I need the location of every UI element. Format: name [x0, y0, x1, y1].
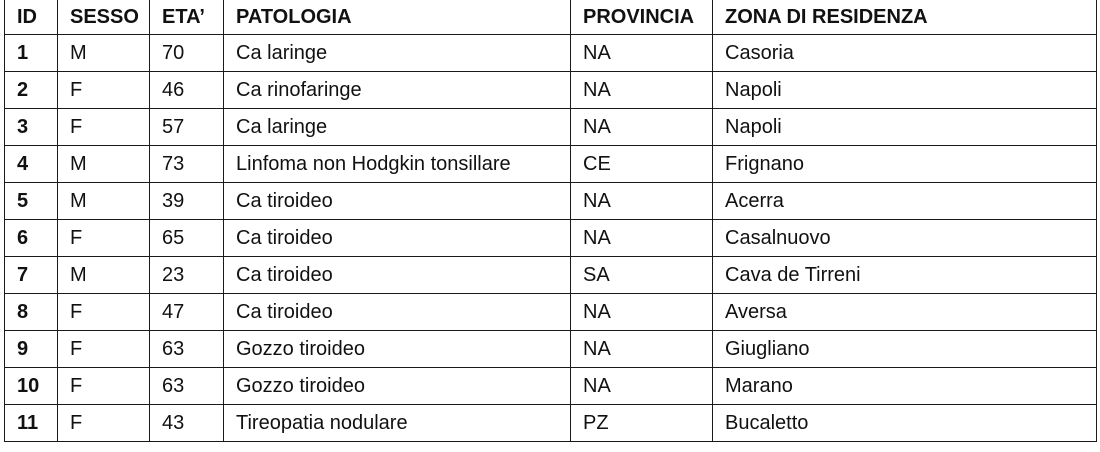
cell-zona-residenza: Napoli [713, 72, 1097, 109]
cell-provincia: NA [571, 294, 713, 331]
cell-eta: 65 [150, 220, 224, 257]
table-row [5, 146, 1097, 183]
cell-eta: 73 [150, 146, 224, 183]
table-row [5, 183, 1097, 220]
header-patologia: PATOLOGIA [224, 0, 571, 35]
cell-sesso: M [58, 35, 150, 72]
table-row [5, 109, 1097, 146]
table-row [5, 220, 1097, 257]
patient-table-container [4, 0, 1096, 442]
cell-id: 5 [5, 183, 58, 220]
cell-patologia: Ca rinofaringe [224, 72, 571, 109]
cell-eta: 46 [150, 72, 224, 109]
cell-eta: 43 [150, 405, 224, 442]
table-row [5, 331, 1097, 368]
cell-eta: 63 [150, 368, 224, 405]
cell-sesso: F [58, 405, 150, 442]
cell-zona-residenza: Giugliano [713, 331, 1097, 368]
cell-zona-residenza: Casoria [713, 35, 1097, 72]
cell-zona-residenza: Napoli [713, 109, 1097, 146]
cell-id: 1 [5, 35, 58, 72]
cell-provincia: NA [571, 183, 713, 220]
table-row [5, 405, 1097, 442]
cell-patologia: Linfoma non Hodgkin tonsillare [224, 146, 571, 183]
cell-id: 7 [5, 257, 58, 294]
cell-provincia: NA [571, 220, 713, 257]
cell-provincia: NA [571, 109, 713, 146]
cell-sesso: M [58, 257, 150, 294]
cell-patologia: Ca laringe [224, 35, 571, 72]
cell-provincia: NA [571, 72, 713, 109]
cell-eta: 63 [150, 331, 224, 368]
header-sesso: SESSO [58, 0, 150, 35]
cell-sesso: F [58, 109, 150, 146]
cell-provincia: CE [571, 146, 713, 183]
cell-patologia: Gozzo tiroideo [224, 331, 571, 368]
cell-provincia: NA [571, 35, 713, 72]
cell-zona-residenza: Marano [713, 368, 1097, 405]
cell-provincia: NA [571, 368, 713, 405]
cell-id: 11 [5, 405, 58, 442]
cell-sesso: F [58, 368, 150, 405]
cell-id: 2 [5, 72, 58, 109]
cell-id: 4 [5, 146, 58, 183]
cell-patologia: Gozzo tiroideo [224, 368, 571, 405]
cell-zona-residenza: Aversa [713, 294, 1097, 331]
cell-patologia: Ca tiroideo [224, 257, 571, 294]
header-id: ID [5, 0, 58, 35]
cell-sesso: M [58, 183, 150, 220]
cell-id: 8 [5, 294, 58, 331]
patient-table [4, 0, 1097, 442]
header-provincia: PROVINCIA [571, 0, 713, 35]
cell-zona-residenza: Casalnuovo [713, 220, 1097, 257]
cell-id: 6 [5, 220, 58, 257]
cell-zona-residenza: Frignano [713, 146, 1097, 183]
table-row [5, 368, 1097, 405]
cell-zona-residenza: Acerra [713, 183, 1097, 220]
cell-zona-residenza: Cava de Tirreni [713, 257, 1097, 294]
cell-eta: 70 [150, 35, 224, 72]
cell-eta: 23 [150, 257, 224, 294]
cell-eta: 39 [150, 183, 224, 220]
cell-patologia: Ca tiroideo [224, 294, 571, 331]
cell-zona-residenza: Bucaletto [713, 405, 1097, 442]
cell-provincia: SA [571, 257, 713, 294]
table-header-row [5, 0, 1097, 35]
cell-id: 3 [5, 109, 58, 146]
header-eta: ETA’ [150, 0, 224, 35]
table-row [5, 294, 1097, 331]
cell-patologia: Ca tiroideo [224, 220, 571, 257]
header-zona-residenza: ZONA DI RESIDENZA [713, 0, 1097, 35]
cell-sesso: M [58, 146, 150, 183]
cell-provincia: NA [571, 331, 713, 368]
cell-sesso: F [58, 220, 150, 257]
cell-patologia: Ca laringe [224, 109, 571, 146]
cell-eta: 47 [150, 294, 224, 331]
cell-patologia: Ca tiroideo [224, 183, 571, 220]
table-row [5, 35, 1097, 72]
cell-id: 9 [5, 331, 58, 368]
cell-id: 10 [5, 368, 58, 405]
cell-patologia: Tireopatia nodulare [224, 405, 571, 442]
cell-sesso: F [58, 331, 150, 368]
cell-sesso: F [58, 72, 150, 109]
table-row [5, 257, 1097, 294]
cell-provincia: PZ [571, 405, 713, 442]
table-row [5, 72, 1097, 109]
cell-eta: 57 [150, 109, 224, 146]
cell-sesso: F [58, 294, 150, 331]
